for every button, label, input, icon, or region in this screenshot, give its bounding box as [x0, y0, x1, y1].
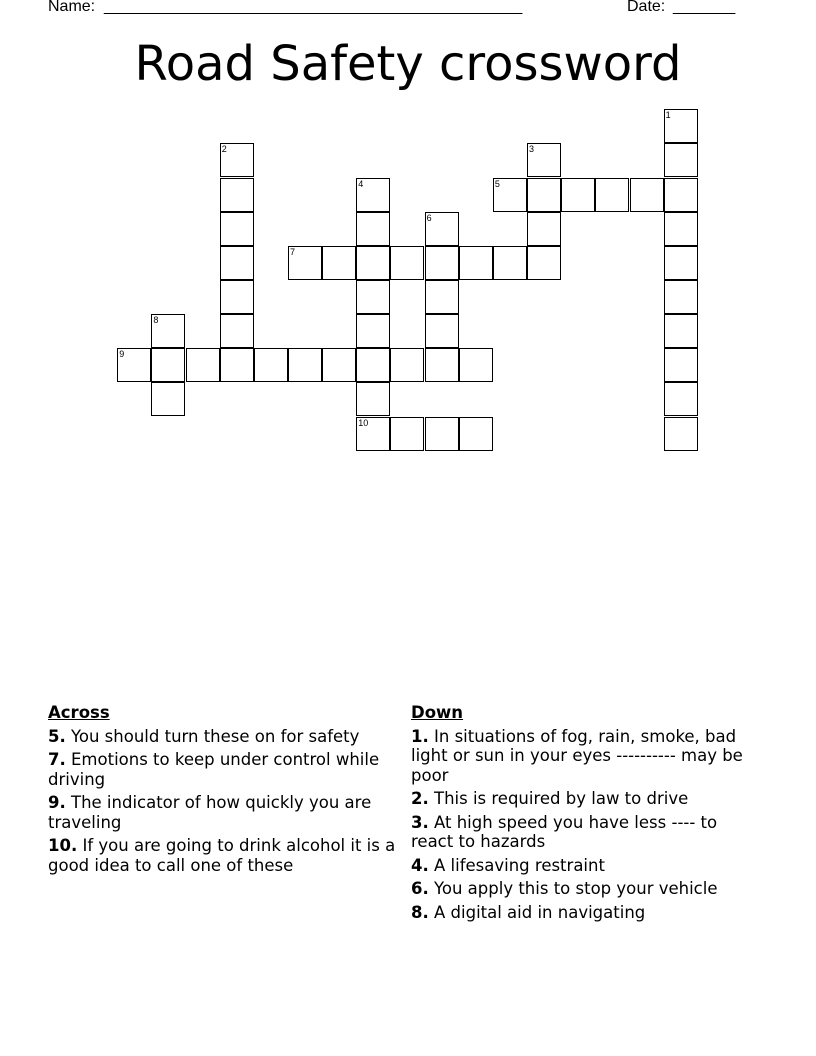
grid-cell[interactable]: [664, 348, 698, 382]
grid-cell[interactable]: [288, 246, 322, 280]
clue-item-text: Emotions to keep under control while driving: [48, 750, 380, 789]
clue-item: [48, 793, 398, 832]
grid-cell[interactable]: [322, 348, 356, 382]
clue-item-number: 7.: [48, 750, 66, 769]
clue-item-text: You should turn these on for safety: [71, 726, 360, 746]
grid-cell[interactable]: [356, 280, 390, 314]
crossword-grid: [0, 0, 816, 470]
grid-cell[interactable]: [664, 143, 698, 177]
grid-cell[interactable]: [288, 348, 322, 382]
grid-cell[interactable]: [151, 348, 185, 382]
clue-item-text: The indicator of how quickly you are traveling: [48, 793, 372, 832]
name-label: Name:: [48, 0, 96, 15]
down-heading: Down: [411, 703, 464, 722]
clue-number: 8: [153, 315, 159, 326]
grid-cell[interactable]: [425, 212, 459, 246]
clue-item-text: A lifesaving restraint: [434, 855, 605, 875]
grid-cell[interactable]: [459, 417, 493, 451]
grid-cell[interactable]: [356, 417, 390, 451]
grid-cell[interactable]: [527, 246, 561, 280]
grid-cell[interactable]: [356, 212, 390, 246]
grid-cell[interactable]: [390, 246, 424, 280]
clue-item-text: At high speed you have less ---- to react to hazards: [411, 812, 718, 851]
grid-cell[interactable]: [151, 314, 185, 348]
grid-cell[interactable]: [664, 417, 698, 451]
grid-cell[interactable]: [425, 280, 459, 314]
clue-item: [48, 836, 398, 875]
grid-cell[interactable]: [664, 280, 698, 314]
grid-cell[interactable]: [220, 246, 254, 280]
clue-number: 5: [494, 178, 500, 189]
grid-cell[interactable]: [186, 348, 220, 382]
across-heading: Across: [48, 703, 110, 722]
clue-item: [411, 813, 756, 852]
page-title: Road Safety crossword: [134, 36, 682, 92]
grid-cell[interactable]: [220, 212, 254, 246]
clue-item-text: If you are going to drink alcohol it is a good idea to call one of these: [48, 836, 396, 875]
grid-cell[interactable]: [664, 382, 698, 416]
clue-item-text: In situations of fog, rain, smoke, bad light or sun in your eyes ---------- may be poor: [411, 726, 743, 785]
grid-cell[interactable]: [561, 178, 595, 212]
clue-item: [48, 727, 398, 747]
grid-cell[interactable]: [151, 382, 185, 416]
clue-number: 3: [529, 144, 535, 155]
grid-cell[interactable]: [220, 314, 254, 348]
clue-item-number: 8.: [411, 902, 429, 922]
clue-item-text: You apply this to stop your vehicle: [434, 879, 718, 898]
grid-cell[interactable]: [356, 348, 390, 382]
clue-number: 6: [426, 212, 432, 223]
grid-cell[interactable]: [595, 178, 629, 212]
grid-cell[interactable]: [356, 178, 390, 212]
grid-cell[interactable]: [425, 417, 459, 451]
grid-cell[interactable]: [356, 246, 390, 280]
clue-number: 7: [290, 246, 296, 257]
grid-cell[interactable]: [356, 314, 390, 348]
grid-cell[interactable]: [459, 246, 493, 280]
grid-cell[interactable]: [664, 246, 698, 280]
grid-cell[interactable]: [220, 280, 254, 314]
clue-item-number: 3.: [411, 812, 429, 832]
grid-cell[interactable]: [356, 382, 390, 416]
clue-item-number: 1.: [411, 726, 429, 746]
clue-item: [411, 727, 756, 786]
grid-cell[interactable]: [664, 109, 698, 143]
clue-item-number: 4.: [411, 855, 429, 875]
clue-item-number: 6.: [411, 879, 429, 898]
grid-cell[interactable]: [630, 178, 664, 212]
grid-cell[interactable]: [459, 348, 493, 382]
name-field[interactable]: _______________________________________________: [104, 0, 523, 15]
clue-item: [48, 750, 398, 789]
grid-cell[interactable]: [527, 178, 561, 212]
grid-cell[interactable]: [254, 348, 288, 382]
clue-number: 9: [119, 349, 125, 360]
clue-number: 4: [358, 178, 364, 189]
grid-cell[interactable]: [220, 143, 254, 177]
grid-cell[interactable]: [527, 212, 561, 246]
clue-item: [411, 789, 756, 809]
grid-cell[interactable]: [117, 348, 151, 382]
clue-item-text: This is required by law to drive: [434, 789, 689, 808]
grid-cell[interactable]: [664, 212, 698, 246]
clue-number: 2: [221, 144, 227, 155]
grid-cell[interactable]: [390, 348, 424, 382]
clue-number: 1: [665, 110, 671, 121]
grid-cell[interactable]: [664, 178, 698, 212]
clue-item-number: 5.: [48, 726, 66, 746]
across-clues: [48, 703, 398, 879]
grid-cell[interactable]: [527, 143, 561, 177]
clue-item: [411, 903, 756, 923]
grid-cell[interactable]: [425, 246, 459, 280]
down-clues: [411, 703, 756, 926]
clue-item-number: 9.: [48, 793, 66, 812]
grid-cell[interactable]: [664, 314, 698, 348]
clue-item: [411, 856, 756, 876]
grid-cell[interactable]: [220, 348, 254, 382]
clue-item: [411, 879, 756, 899]
grid-cell[interactable]: [390, 417, 424, 451]
grid-cell[interactable]: [322, 246, 356, 280]
grid-cell[interactable]: [493, 246, 527, 280]
grid-cell[interactable]: [220, 178, 254, 212]
clue-item-text: A digital aid in navigating: [434, 902, 646, 922]
grid-cell[interactable]: [493, 178, 527, 212]
date-label: Date:: [627, 0, 666, 15]
clue-number: 10: [358, 417, 369, 428]
date-field[interactable]: _______: [673, 0, 736, 15]
grid-cell[interactable]: [425, 314, 459, 348]
grid-cell[interactable]: [425, 348, 459, 382]
clue-item-number: 2.: [411, 789, 429, 808]
clue-item-number: 10.: [48, 836, 78, 855]
